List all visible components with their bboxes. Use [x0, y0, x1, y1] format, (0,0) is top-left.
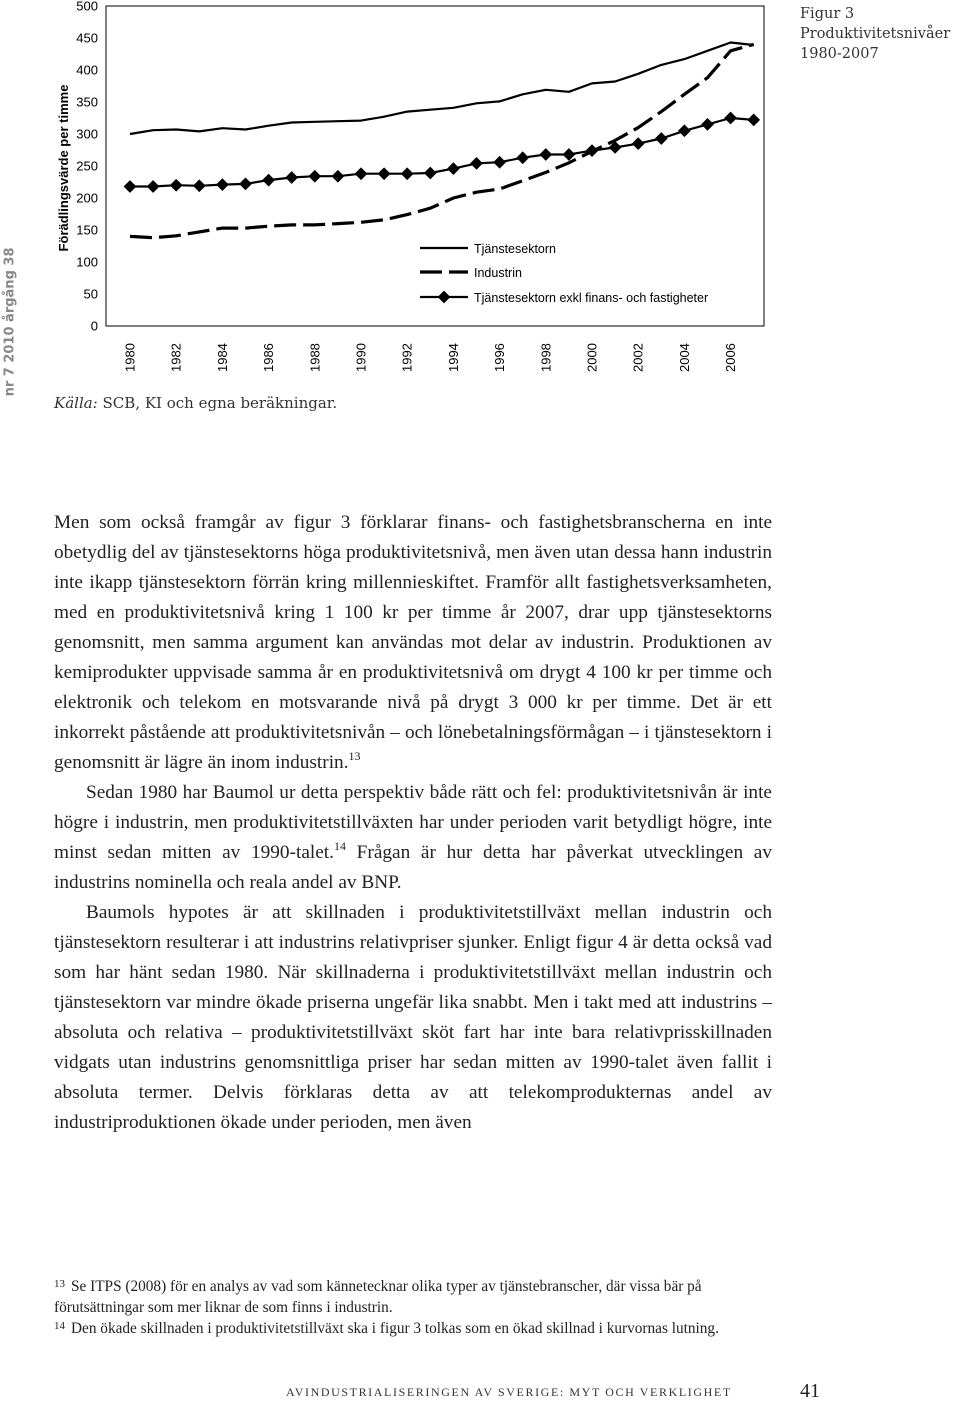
paragraph-3 — [54, 898, 772, 1138]
x-axis-ticks — [123, 343, 739, 372]
productivity-chart — [48, 0, 790, 382]
y-tick-label: 400 — [76, 62, 98, 78]
footnote-number: 13 — [54, 1278, 65, 1290]
figure-title: Produktivitetsnivåer — [800, 26, 951, 42]
y-tick-label: 250 — [76, 158, 98, 174]
legend-label-tjanstesektorn: Tjänstesektorn — [474, 242, 556, 256]
source-label: Källa: — [54, 394, 98, 412]
data-point-marker — [424, 167, 437, 180]
article-body — [54, 508, 772, 1138]
figure-number: Figur 3 — [800, 6, 855, 22]
x-tick-label: 2006 — [723, 343, 739, 372]
legend-label-tjanstesektorn-exkl: Tjänstesektorn exkl finans- och fastigheter — [474, 291, 709, 305]
data-point-marker — [332, 170, 345, 183]
paragraph-1 — [54, 508, 772, 778]
legend-marker — [438, 291, 451, 304]
x-tick-label: 1986 — [261, 343, 277, 372]
issue-label: nr 7 2010 årgång 38 — [2, 247, 18, 397]
x-tick-label: 1990 — [353, 343, 369, 372]
x-tick-label: 1994 — [445, 343, 461, 372]
x-tick-label: 1988 — [307, 343, 323, 372]
legend-entry-tjanstesektorn-exkl — [420, 291, 708, 305]
y-tick-label: 200 — [76, 190, 98, 206]
y-tick-label: 0 — [90, 318, 98, 334]
paragraph-2 — [54, 778, 772, 898]
legend-entry-tjanstesektorn — [420, 242, 556, 256]
data-point-marker — [747, 114, 760, 127]
data-point-marker — [308, 170, 321, 183]
data-point-marker — [493, 156, 506, 169]
x-tick-label: 1984 — [214, 343, 230, 372]
footnote-14 — [54, 1319, 772, 1340]
chart-series — [124, 43, 760, 238]
legend-entry-industrin — [420, 266, 522, 280]
paragraph-3-text: Baumols hypotes är att skillnaden i produktivitetstillväxt mellan industrin och tjänstesektorn resulterar i att industrins relativpriser sjunker. Enligt figur 4 är detta också vad som har hänt sedan 1980. När skillnaderna i produktivitetstillväxt mellan industrin och tjänstesektorn var mindre ökade priserna ungefär lika snabbt. Men i takt med att industrins – absoluta och relativa – produktivitetstillväxt sköt fart har inte bara relativprisskillnaden vidgats utan industrins genomsnittliga priser har sedan mitten av 1990-talet även fallit i absoluta termer. Delvis förklaras detta av att telekomprodukternas andel av industriproduktionen ökade under perioden, men även — [54, 902, 772, 1133]
data-point-marker — [193, 179, 206, 192]
data-point-marker — [170, 179, 183, 192]
x-tick-label: 1996 — [492, 343, 508, 372]
data-point-marker — [147, 180, 160, 193]
x-tick-label: 1998 — [538, 343, 554, 372]
source-text: SCB, KI och egna beräkningar. — [102, 394, 338, 412]
x-tick-label: 1980 — [122, 343, 138, 372]
data-point-marker — [355, 167, 368, 180]
footnote-text: Se ITPS (2008) för en analys av vad som kännetecknar olika typer av tjänstebranscher, där vissa bär på förutsättningar som mer liknar de som finns i industrin. — [54, 1278, 702, 1316]
footnote-13 — [54, 1277, 772, 1318]
page-number: 41 — [800, 1380, 820, 1402]
y-tick-label: 100 — [76, 254, 98, 270]
chart-y-axis-label: Förädlingsvärde per timme — [56, 84, 71, 252]
y-tick-label: 350 — [76, 94, 98, 110]
data-point-marker — [239, 178, 252, 191]
footnote-ref-14[interactable]: 14 — [333, 839, 346, 853]
chart-legend — [420, 242, 708, 305]
data-point-marker — [701, 118, 714, 131]
running-footer: AVINDUSTRIALISERINGEN AV SVERIGE: MYT OCH VERKLIGHET — [286, 1385, 732, 1399]
footnote-number: 14 — [54, 1320, 65, 1332]
data-point-marker — [378, 167, 391, 180]
paragraph-1-text: Men som också framgår av figur 3 förklarar finans- och fastighetsbranscherna en inte obetydlig del av tjänstesektorns höga produktivitetsnivå, men även utan dessa hann industrin inte ikapp tjänstesektorn förrän kring millennieskiftet. Framför allt fastighetsverksamheten, med en produktivitetsnivå kring 1 100 kr per timme år 2007, drar upp tjänstesektorns genomsnitt, men samma argument kan användas mot delar av industrin. Produktionen av kemiprodukter uppvisade samma år en produktivitetsnivå om drygt 4 100 kr per timme och elektronik och telekom en motsvarande nivå på drygt 3 000 kr per timme. Det är ett inkorrekt påstående att produktivitetsnivån – och lönebetalningsförmågan – i tjänstesektorn i genomsnitt är lägre än inom industrin. — [54, 512, 772, 773]
x-tick-label: 1982 — [168, 343, 184, 372]
data-point-marker — [516, 151, 529, 164]
series-tjanstesektorn-line — [130, 43, 754, 135]
data-point-marker — [724, 112, 737, 125]
y-tick-label: 500 — [76, 0, 98, 14]
y-tick-label: 50 — [83, 286, 98, 302]
data-point-marker — [401, 167, 414, 180]
x-tick-label: 2000 — [584, 343, 600, 372]
y-axis-ticks — [76, 0, 98, 334]
paragraph-2-text-b: Frågan är hur detta har påverkat utvecklingen av industrins nominella och reala andel av BNP. — [54, 842, 772, 893]
x-tick-label: 2002 — [630, 343, 646, 372]
issue-side-label — [0, 240, 20, 397]
data-point-marker — [678, 124, 691, 137]
paragraph-2-text-a: Sedan 1980 har Baumol ur detta perspektiv både rätt och fel: produktivitetsnivån är inte högre i industrin, men produktivitetstillväxten har under perioden varit betydligt högre, inte minst sedan mitten av 1990-talet. — [54, 782, 772, 863]
x-tick-label: 2004 — [676, 343, 692, 372]
figure-caption — [800, 4, 960, 64]
footnote-text: Den ökade skillnaden i produktivitetstillväxt ska i figur 3 tolkas som en ökad skillnad i kurvornas lutning. — [71, 1320, 719, 1337]
data-point-marker — [470, 157, 483, 170]
figure-period: 1980-2007 — [800, 46, 879, 62]
data-point-marker — [539, 148, 552, 161]
y-tick-label: 300 — [76, 126, 98, 142]
data-point-marker — [447, 162, 460, 175]
data-point-marker — [216, 178, 229, 191]
y-tick-label: 150 — [76, 222, 98, 238]
footnote-ref-13[interactable]: 13 — [348, 749, 361, 763]
x-tick-label: 1992 — [399, 343, 415, 372]
data-point-marker — [285, 171, 298, 184]
y-tick-label: 450 — [76, 30, 98, 46]
data-point-marker — [124, 180, 137, 193]
data-point-marker — [655, 132, 668, 145]
chart-plot-frame — [106, 6, 764, 326]
footnotes — [54, 1277, 772, 1341]
legend-label-industrin: Industrin — [474, 266, 522, 280]
data-point-marker — [632, 137, 645, 150]
data-point-marker — [262, 174, 275, 187]
figure-source — [54, 394, 337, 412]
